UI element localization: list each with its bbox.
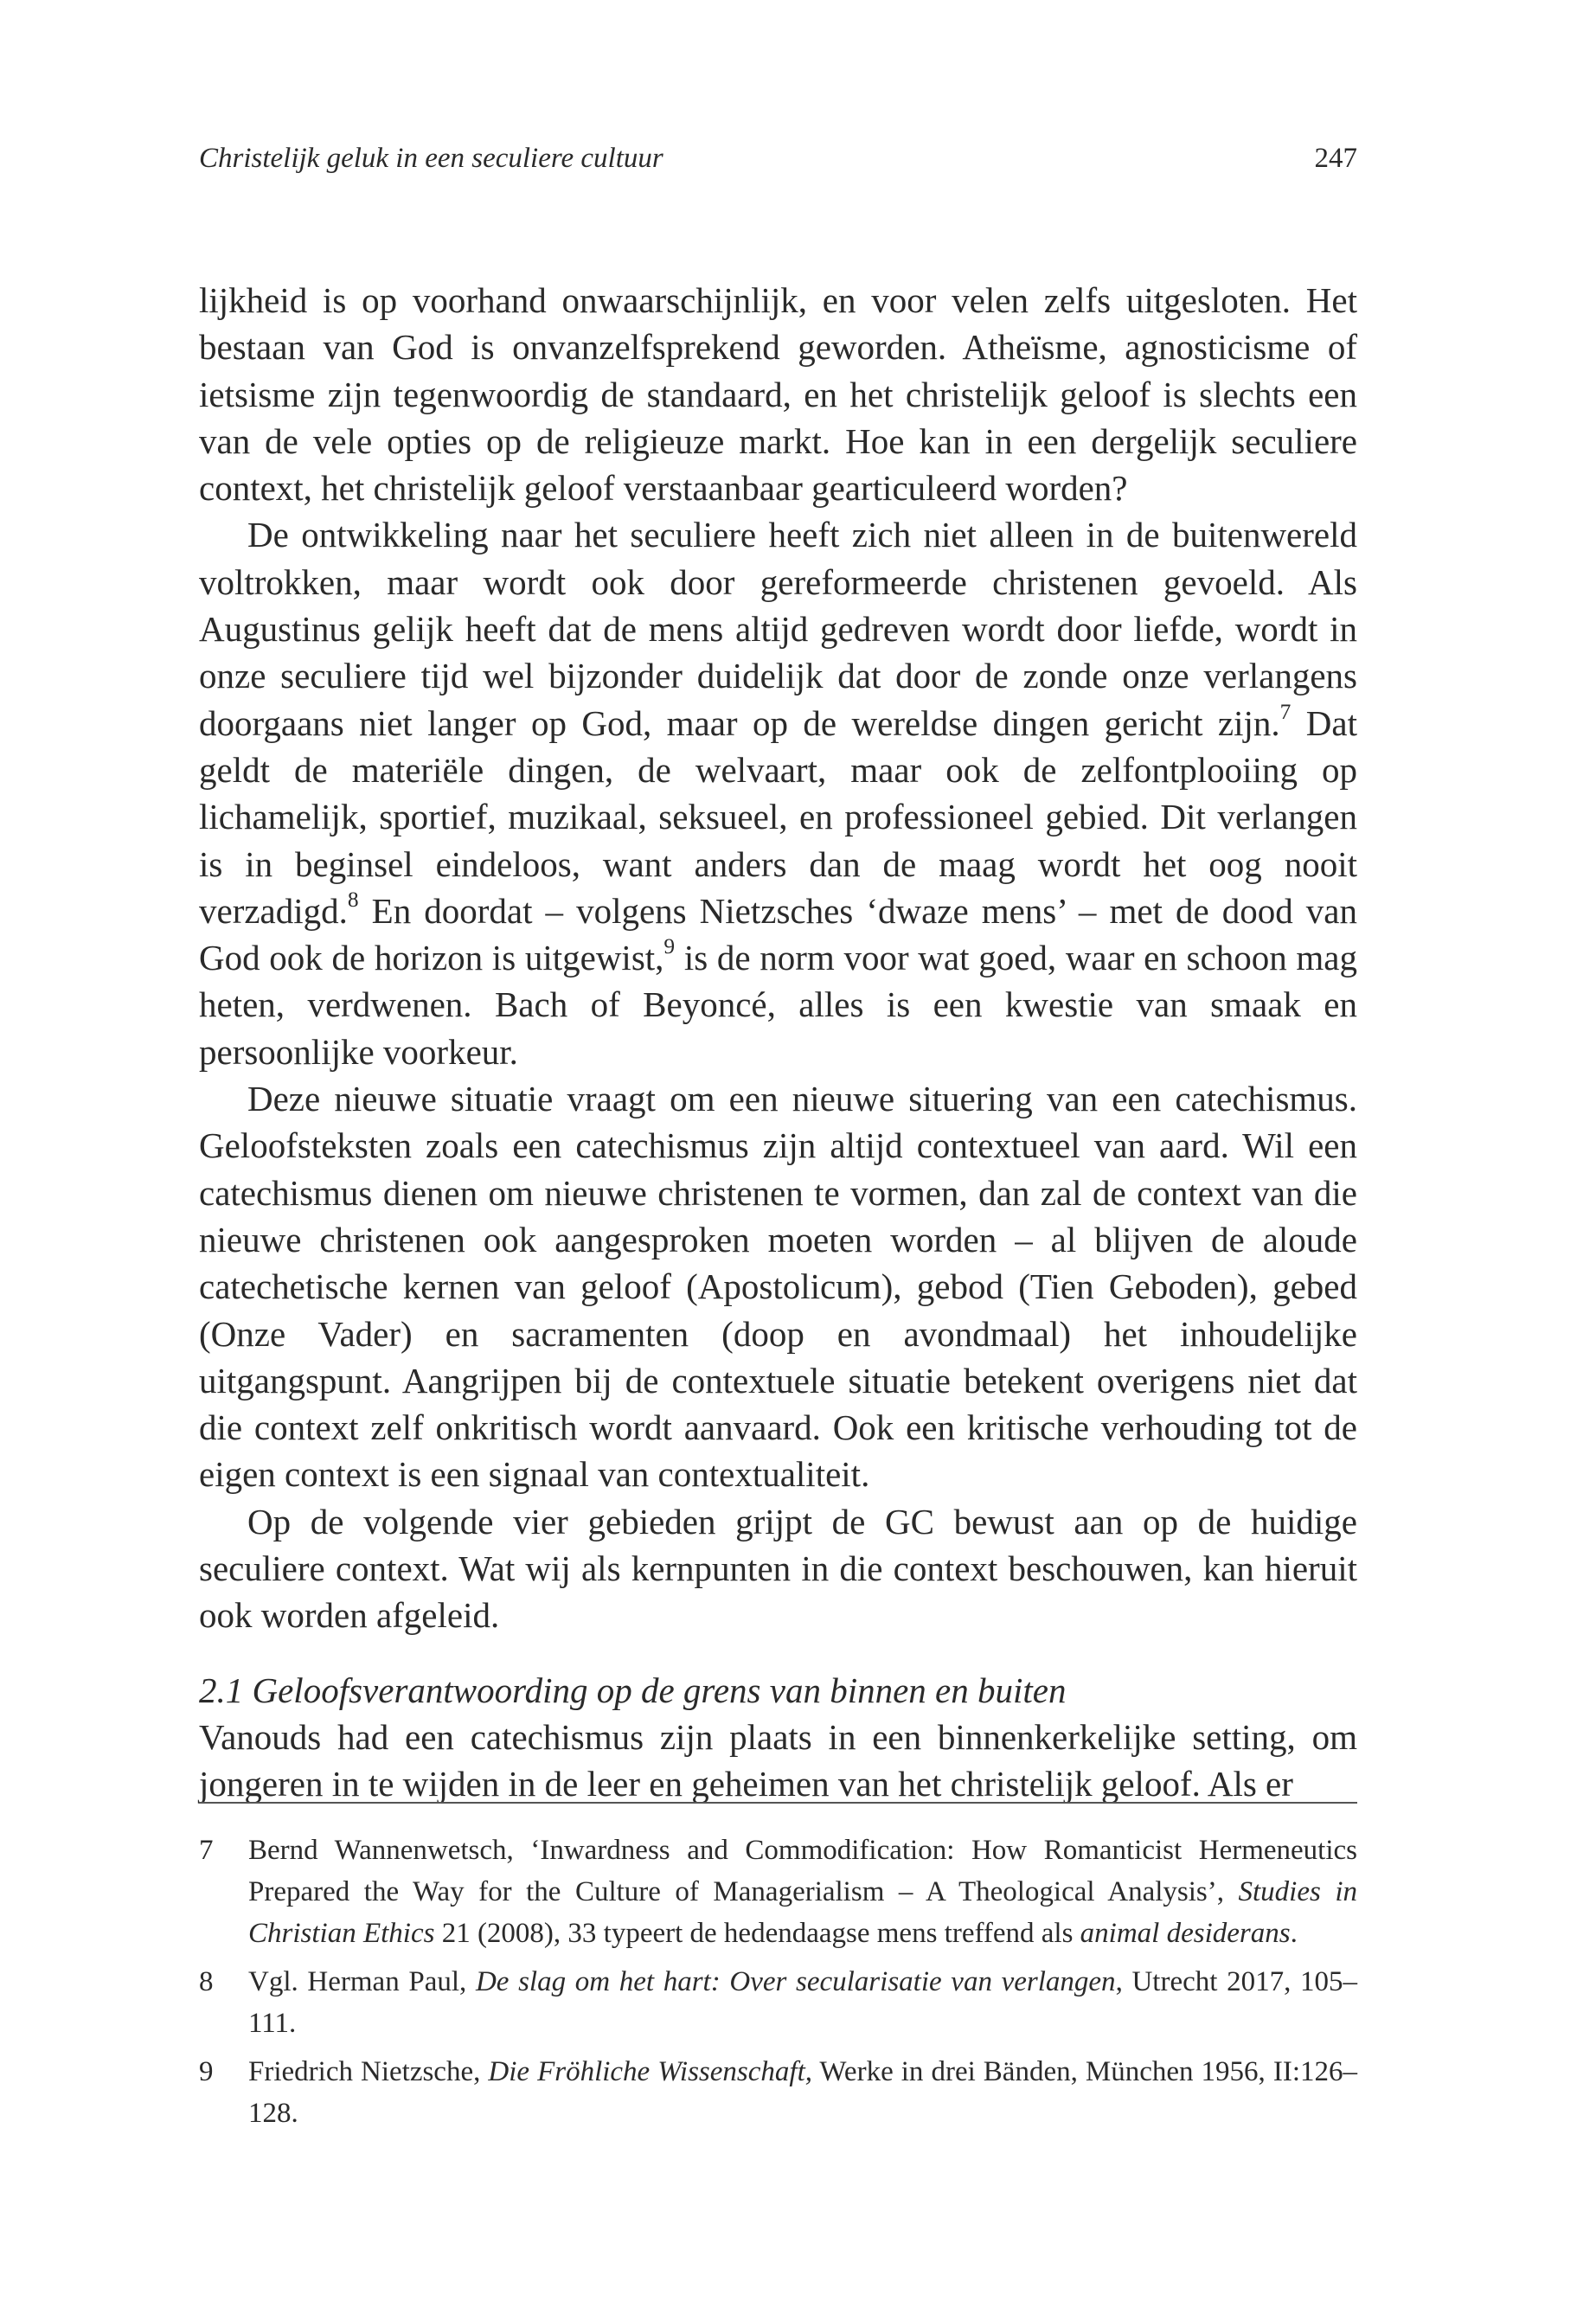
footnote-text: 21 (2008), 33 typeert de hedendaagse mens treffend als: [434, 1918, 1080, 1949]
footnote-number: 7: [199, 1835, 214, 1866]
page-number: 247: [1314, 143, 1357, 174]
footnote-latin-term: animal desiderans: [1080, 1918, 1291, 1949]
paragraph-2: [199, 511, 1357, 1075]
footnote-9: [199, 2051, 1357, 2134]
footnote-text: Vgl. Herman Paul,: [248, 1966, 476, 1997]
footnote-text: Bernd Wannenwetsch, ‘Inwardness and Commodification: How Romanticist Hermeneutics Prepared the Way for the Culture of Managerialism – A Theological Analysis’,: [248, 1835, 1357, 1907]
running-title: Christelijk geluk in een seculiere cultuur: [199, 143, 663, 174]
footnote-text: , Utrecht 2017, 105–111.: [248, 1966, 1357, 2039]
footnote-ref-9: 9: [663, 934, 676, 959]
footnotes: [199, 1830, 1357, 2141]
running-head: [199, 137, 1357, 180]
footnote-8: [199, 1961, 1357, 2044]
footnote-book-title: Die Fröhliche Wissenschaft,: [488, 2056, 812, 2087]
footnote-book-title: De slag om het hart: Over secularisatie van verlangen: [475, 1966, 1116, 1997]
footnote-number: 8: [199, 1966, 214, 1997]
paragraph-5: Vanouds had een catechismus zijn plaats in een binnenkerkelijke setting, om jongeren in te wijden in de leer en geheimen van het christelijk geloof. Als er: [199, 1716, 1357, 1804]
footnote-text: Friedrich Nietzsche,: [248, 2056, 489, 2087]
footnote-7: [199, 1830, 1357, 1954]
footnote-text: .: [1290, 1918, 1298, 1949]
footnote-journal-title: Studies in Christian Ethics: [248, 1876, 1357, 1949]
section-heading: 2.1 Geloofsverantwoording op de grens van binnen en buiten: [199, 1670, 1067, 1710]
body-text: [199, 277, 1357, 1808]
paragraph-2-part-b: Dat geldt de materiële dingen, de welvaart, maar ook de zelfontplooiing op lichamelijk, sportief, muzikaal, seksueel, en professioneel gebied. Dit verlangen is in beginsel eindeloos, want anders dan de maag wordt het oog nooit verzadigd.: [199, 702, 1357, 931]
footnote-divider: [199, 1802, 1357, 1804]
paragraph-4: Op de volgende vier gebieden grijpt de GC bewust aan op de huidige seculiere context. Wat wij als kernpunten in die context beschouwen, kan hieruit ook worden afgeleid.: [199, 1501, 1357, 1636]
paragraph-2-part-d: is de norm voor wat goed, waar en schoon mag heten, verdwenen. Bach of Beyoncé, alles is een kwestie van smaak en persoonlijke voorkeur.: [199, 938, 1357, 1072]
paragraph-2-part-a: De ontwikkeling naar het seculiere heeft zich niet alleen in de buitenwereld voltrokken, maar wordt ook door gereformeerde christenen gevoeld. Als Augustinus gelijk heeft dat de mens altijd gedreven wordt door liefde, wordt in onze seculiere tijd wel bijzonder duidelijk dat door de zonde onze verlangens doorgaans niet langer op God, maar op de wereldse dingen gericht zijn.: [199, 515, 1357, 743]
footnote-text: Werke in drei Bänden, München 1956, II:126–128.: [248, 2056, 1357, 2129]
paragraph-2-part-c: En doordat – volgens Nietzsches ‘dwaze mens’ – met de dood van God ook de horizon is uitgewist,: [199, 890, 1357, 978]
footnote-ref-7: 7: [1279, 699, 1292, 724]
footnote-ref-8: 8: [347, 887, 359, 912]
paragraph-1: lijkheid is op voorhand onwaarschijnlijk, en voor velen zelfs uitgesloten. Het bestaan van God is onvanzelfsprekend geworden. Atheïsme, agnosticisme of ietsisme zijn tegenwoordig de standaard, en het christelijk geloof is slechts een van de vele opties op de religieuze markt. Hoe kan in een dergelijk seculiere context, het christelijk geloof verstaanbaar gearticuleerd worden?: [199, 280, 1357, 509]
footnote-number: 9: [199, 2056, 214, 2087]
paragraph-3: Deze nieuwe situatie vraagt om een nieuwe situering van een catechismus. Geloofsteksten zoals een catechismus zijn altijd contextueel van aard. Wil een catechismus dienen om nieuwe christenen te vormen, dan zal de context van die nieuwe christenen ook aangesproken moeten worden – al blijven de aloude catechetische kernen van geloof (Apostolicum), gebod (Tien Geboden), gebed (Onze Vader) en sacramenten (doop en avondmaal) het inhoudelijke uitgangspunt. Aangrijpen bij de contextuele situatie betekent overigens niet dat die context zelf onkritisch wordt aanvaard. Ook een kritische verhouding tot de eigen context is een signaal van contextualiteit.: [199, 1079, 1357, 1495]
